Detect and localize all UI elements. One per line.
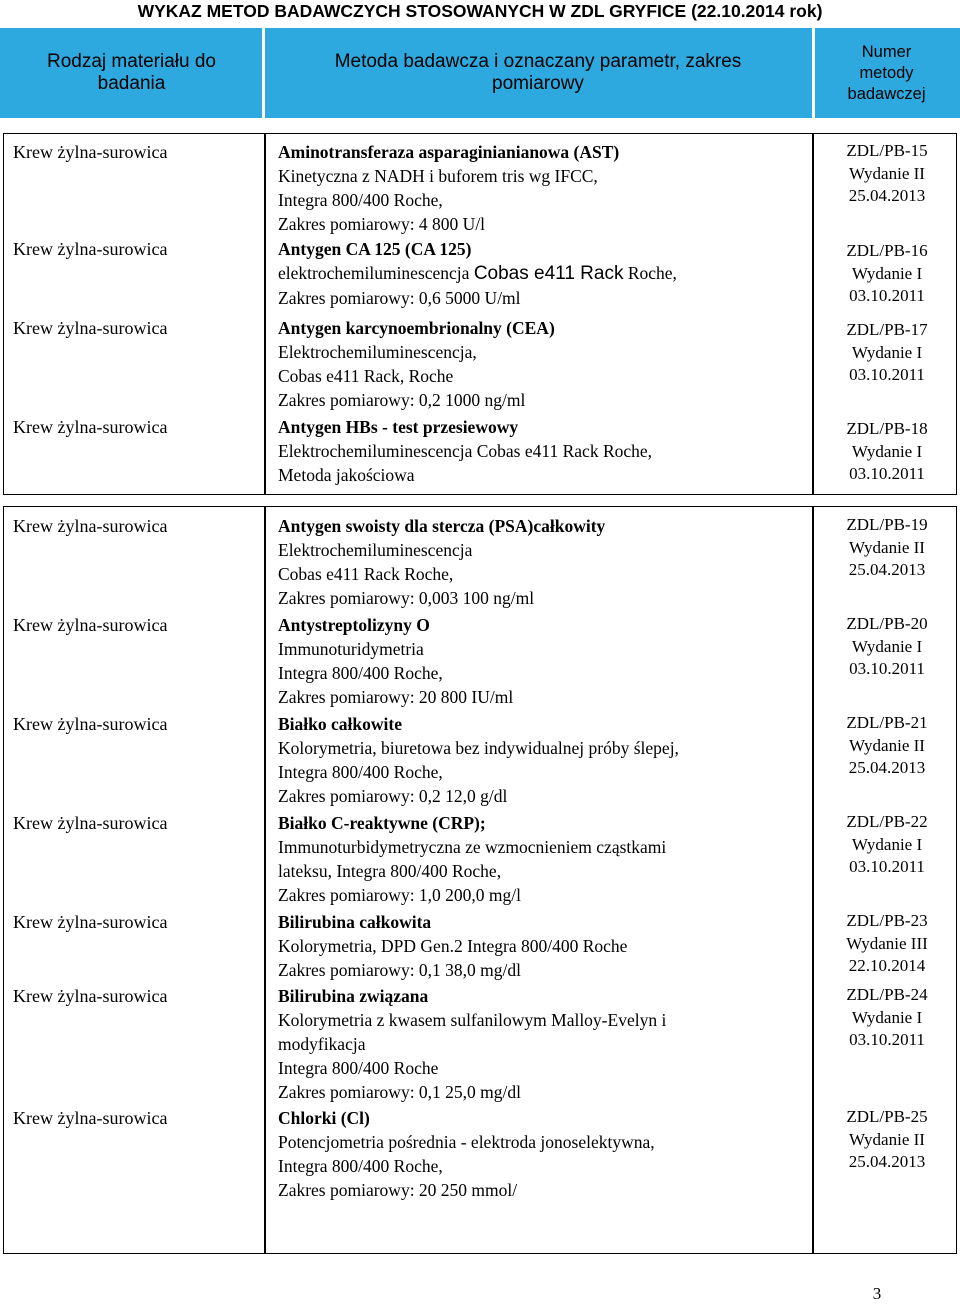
method-line: Kolorymetria, biuretowa bez indywidualnej próby ślepej, — [278, 738, 679, 758]
method-code: ZDL/PB-16 — [846, 241, 928, 260]
material-cell: Krew żylna-surowica — [13, 1108, 168, 1128]
method-edition: Wydanie I — [851, 263, 923, 283]
method-name: Antygen swoisty dla stercza (PSA)całkowity — [278, 516, 606, 536]
material-cell: Krew żylna-surowica — [13, 142, 168, 162]
method-number-cell — [822, 418, 952, 486]
method-number-cell — [822, 140, 952, 208]
method-code: ZDL/PB-22 — [846, 812, 928, 831]
method-line: Elektrochemiluminescencja — [278, 540, 473, 560]
method-line: Integra 800/400 Roche — [278, 1058, 439, 1078]
method-line: Kinetyczna z NADH i buforem tris wg IFCC, — [278, 166, 598, 186]
material-cell: Krew żylna-surowica — [13, 986, 168, 1006]
method-date: 03.10.2011 — [849, 857, 925, 876]
method-code: ZDL/PB-15 — [846, 141, 928, 160]
method-edition: Wydanie II — [849, 537, 925, 557]
method-line: Integra 800/400 Roche, — [278, 190, 443, 210]
method-line: Zakres pomiarowy: 0,2 12,0 g/dl — [278, 786, 508, 806]
method-text: Cobas e411 Rack — [473, 263, 624, 284]
method-cell — [278, 910, 818, 982]
method-edition: Wydanie I — [851, 1007, 923, 1027]
method-cell — [278, 514, 818, 610]
method-code: ZDL/PB-23 — [846, 911, 928, 930]
method-edition: Wydanie III — [846, 933, 928, 953]
method-cell — [278, 140, 818, 236]
method-name: Bilirubina związana — [278, 986, 429, 1006]
method-line: Zakres pomiarowy: 20 800 IU/ml — [278, 687, 514, 707]
table-section-1 — [3, 133, 957, 495]
method-code: ZDL/PB-18 — [846, 419, 928, 438]
material-cell: Krew żylna-surowica — [13, 239, 168, 259]
method-text: Roche, — [623, 263, 677, 283]
method-date: 22.10.2014 — [848, 956, 926, 975]
method-cell — [278, 613, 818, 709]
header-number-line: metody — [859, 63, 914, 82]
method-line: Integra 800/400 Roche, — [278, 762, 443, 782]
header-method — [263, 28, 813, 118]
method-edition: Wydanie I — [851, 834, 923, 854]
method-code: ZDL/PB-19 — [846, 515, 928, 534]
column-divider — [264, 507, 266, 1253]
method-number-cell — [822, 514, 952, 582]
method-date: 25.04.2013 — [848, 758, 926, 777]
method-date: 03.10.2011 — [849, 286, 925, 305]
material-cell: Krew żylna-surowica — [13, 813, 168, 833]
method-line: Zakres pomiarowy: 0,1 38,0 mg/dl — [278, 960, 522, 980]
method-date: 25.04.2013 — [848, 186, 926, 205]
method-cell — [278, 237, 818, 310]
method-line: Elektrochemiluminescencja Cobas e411 Rack Roche, — [278, 441, 653, 461]
method-line: Integra 800/400 Roche, — [278, 663, 443, 683]
method-number-cell — [822, 240, 952, 308]
method-date: 03.10.2011 — [849, 365, 925, 384]
method-number-cell — [822, 613, 952, 681]
method-cell — [278, 1106, 818, 1202]
method-line: Immunoturidymetria — [278, 639, 424, 659]
method-cell — [278, 316, 818, 412]
method-line: Zakres pomiarowy: 0,003 100 ng/ml — [278, 588, 535, 608]
method-edition: Wydanie I — [851, 441, 923, 461]
method-name: Antygen HBs - test przesiewowy — [278, 417, 519, 437]
method-edition: Wydanie II — [849, 163, 925, 183]
table-header — [0, 28, 960, 118]
method-line: Potencjometria pośrednia - elektroda jonoselektywna, — [278, 1132, 655, 1152]
method-name: Antygen karcynoembrionalny (CEA) — [278, 318, 555, 338]
method-name: Aminotransferaza asparaginianianowa (AST) — [278, 142, 620, 162]
method-line: lateksu, Integra 800/400 Roche, — [278, 861, 502, 881]
method-line: Cobas e411 Rack Roche, — [278, 564, 454, 584]
method-number-cell — [822, 1106, 952, 1174]
method-line: modyfikacja — [278, 1034, 366, 1054]
method-cell — [278, 712, 818, 808]
method-number-cell — [822, 811, 952, 879]
method-line: Kolorymetria z kwasem sulfanilowym Malloy-Evelyn i — [278, 1010, 667, 1030]
method-name: Antygen CA 125 (CA 125) — [278, 239, 472, 259]
method-code: ZDL/PB-20 — [846, 614, 928, 633]
method-date: 25.04.2013 — [848, 1152, 926, 1171]
header-number-line: Numer — [861, 42, 912, 61]
method-name: Antystreptolizyny O — [278, 615, 430, 635]
method-line: Zakres pomiarowy: 1,0 200,0 mg/l — [278, 885, 522, 905]
method-line: Zakres pomiarowy: 0,6 5000 U/ml — [278, 288, 521, 308]
material-cell: Krew żylna-surowica — [13, 516, 168, 536]
method-name: Białko C-reaktywne (CRP); — [278, 813, 486, 833]
method-code: ZDL/PB-25 — [846, 1107, 928, 1126]
method-code: ZDL/PB-24 — [846, 985, 928, 1004]
method-number-cell — [822, 910, 952, 978]
method-cell — [278, 984, 818, 1104]
header-method-line: pomiarowy — [492, 73, 584, 94]
method-date: 03.10.2011 — [849, 1030, 925, 1049]
method-number-cell — [822, 319, 952, 387]
method-text: elektrochemiluminescencja — [278, 263, 474, 283]
method-cell — [278, 811, 818, 907]
method-name: Białko całkowite — [278, 714, 402, 734]
method-line: Zakres pomiarowy: 4 800 U/l — [278, 214, 486, 234]
method-line: Integra 800/400 Roche, — [278, 1156, 443, 1176]
method-line: Kolorymetria, DPD Gen.2 Integra 800/400 Roche — [278, 936, 628, 956]
method-line: Elektrochemiluminescencja, — [278, 342, 477, 362]
method-number-cell — [822, 984, 952, 1052]
method-line: Zakres pomiarowy: 20 250 mmol/ — [278, 1180, 518, 1200]
method-date: 25.04.2013 — [848, 560, 926, 579]
header-number-line: badawczej — [847, 84, 926, 103]
method-cell — [278, 415, 818, 487]
material-cell: Krew żylna-surowica — [13, 714, 168, 734]
method-line: Immunoturbidymetryczna ze wzmocnieniem cząstkami — [278, 837, 667, 857]
method-line: Zakres pomiarowy: 0,1 25,0 mg/dl — [278, 1082, 522, 1102]
method-line: Cobas e411 Rack, Roche — [278, 366, 454, 386]
method-date: 03.10.2011 — [849, 659, 925, 678]
method-edition: Wydanie II — [849, 1129, 925, 1149]
header-material-line: badania — [97, 73, 166, 94]
header-material-line: Rodzaj materiału do — [47, 51, 216, 72]
method-number-cell — [822, 712, 952, 780]
method-code: ZDL/PB-17 — [846, 320, 928, 339]
header-method-line: Metoda badawcza i oznaczany parametr, zakres — [334, 51, 742, 72]
column-divider — [264, 134, 266, 494]
method-code: ZDL/PB-21 — [846, 713, 928, 732]
header-number — [813, 28, 960, 118]
page-number: 3 — [872, 1284, 882, 1303]
method-line — [278, 261, 818, 286]
method-edition: Wydanie I — [851, 636, 923, 656]
method-date: 03.10.2011 — [849, 464, 925, 483]
method-edition: Wydanie II — [849, 735, 925, 755]
method-line: Metoda jakościowa — [278, 465, 415, 485]
header-material — [0, 28, 263, 118]
material-cell: Krew żylna-surowica — [13, 417, 168, 437]
method-name: Chlorki (Cl) — [278, 1108, 370, 1128]
material-cell: Krew żylna-surowica — [13, 912, 168, 932]
method-line: Zakres pomiarowy: 0,2 1000 ng/ml — [278, 390, 526, 410]
method-name: Bilirubina całkowita — [278, 912, 432, 932]
table-section-2 — [3, 506, 957, 1254]
material-cell: Krew żylna-surowica — [13, 318, 168, 338]
material-cell: Krew żylna-surowica — [13, 615, 168, 635]
method-edition: Wydanie I — [851, 342, 923, 362]
page-title: WYKAZ METOD BADAWCZYCH STOSOWANYCH W ZDL GRYFICE (22.10.2014 rok) — [137, 1, 823, 21]
